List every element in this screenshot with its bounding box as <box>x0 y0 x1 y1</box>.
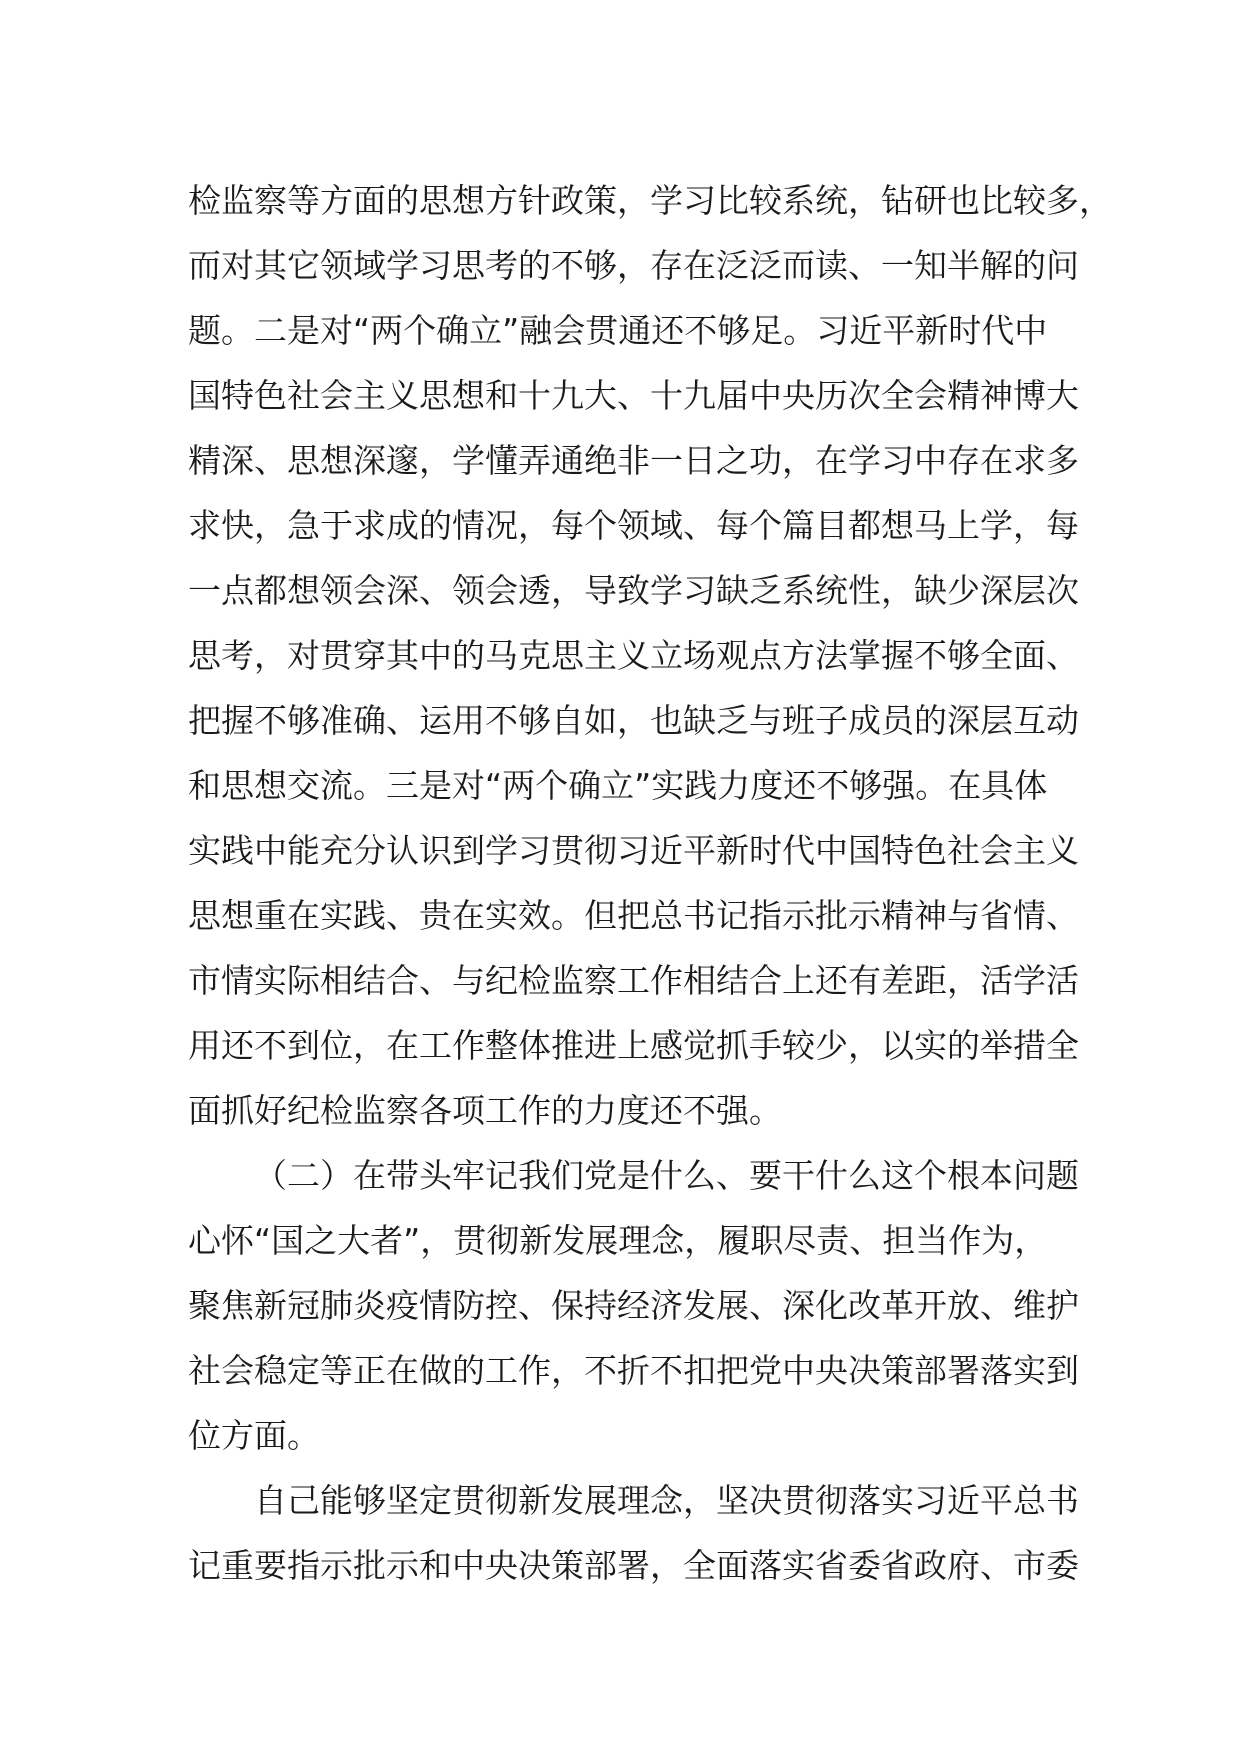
text-line: 实践中能充分认识到学习贯彻习近平新时代中国特色社会主义 <box>188 831 1079 870</box>
text-line: 思想重在实践、贵在实效。但把总书记指示批示精神与省情、 <box>188 896 1079 935</box>
text-line: 把握不够准确、运用不够自如，也缺乏与班子成员的深层互动 <box>188 701 1079 740</box>
text-line: （二）在带头牢记我们党是什么、要干什么这个根本问题 <box>254 1156 1079 1195</box>
text-line: 社会稳定等正在做的工作，不折不扣把党中央决策部署落实到 <box>188 1351 1079 1390</box>
text-line: 位方面。 <box>188 1416 320 1455</box>
text-line: 检监察等方面的思想方针政策，学习比较系统，钻研也比较多， <box>188 181 1112 220</box>
text-line: 求快，急于求成的情况，每个领域、每个篇目都想马上学，每 <box>188 506 1079 545</box>
text-line: 和思想交流。三是对“两个确立”实践力度还不够强。在具体 <box>188 766 1048 805</box>
text-line: 一点都想领会深、领会透，导致学习缺乏系统性，缺少深层次 <box>188 571 1079 610</box>
text-line: 题。二是对“两个确立”融会贯通还不够足。习近平新时代中 <box>188 311 1048 350</box>
text-line: 用还不到位，在工作整体推进上感觉抓手较少，以实的举措全 <box>188 1026 1079 1065</box>
text-line: 精深、思想深邃，学懂弄通绝非一日之功，在学习中存在求多 <box>188 441 1079 480</box>
text-line: 聚焦新冠肺炎疫情防控、保持经济发展、深化改革开放、维护 <box>188 1286 1079 1325</box>
document-body <box>188 168 1112 1598</box>
text-line: 思考，对贯穿其中的马克思主义立场观点方法掌握不够全面、 <box>188 636 1079 675</box>
text-line: 而对其它领域学习思考的不够，存在泛泛而读、一知半解的问 <box>188 246 1079 285</box>
text-line: 面抓好纪检监察各项工作的力度还不强。 <box>188 1091 782 1130</box>
text-line: 记重要指示批示和中央决策部署，全面落实省委省政府、市委 <box>188 1546 1079 1585</box>
text-line: 自己能够坚定贯彻新发展理念，坚决贯彻落实习近平总书 <box>254 1481 1079 1520</box>
text-line: 国特色社会主义思想和十九大、十九届中央历次全会精神博大 <box>188 376 1079 415</box>
text-line: 心怀“国之大者”，贯彻新发展理念，履职尽责、担当作为， <box>188 1221 1048 1260</box>
text-line: 市情实际相结合、与纪检监察工作相结合上还有差距，活学活 <box>188 961 1079 1000</box>
